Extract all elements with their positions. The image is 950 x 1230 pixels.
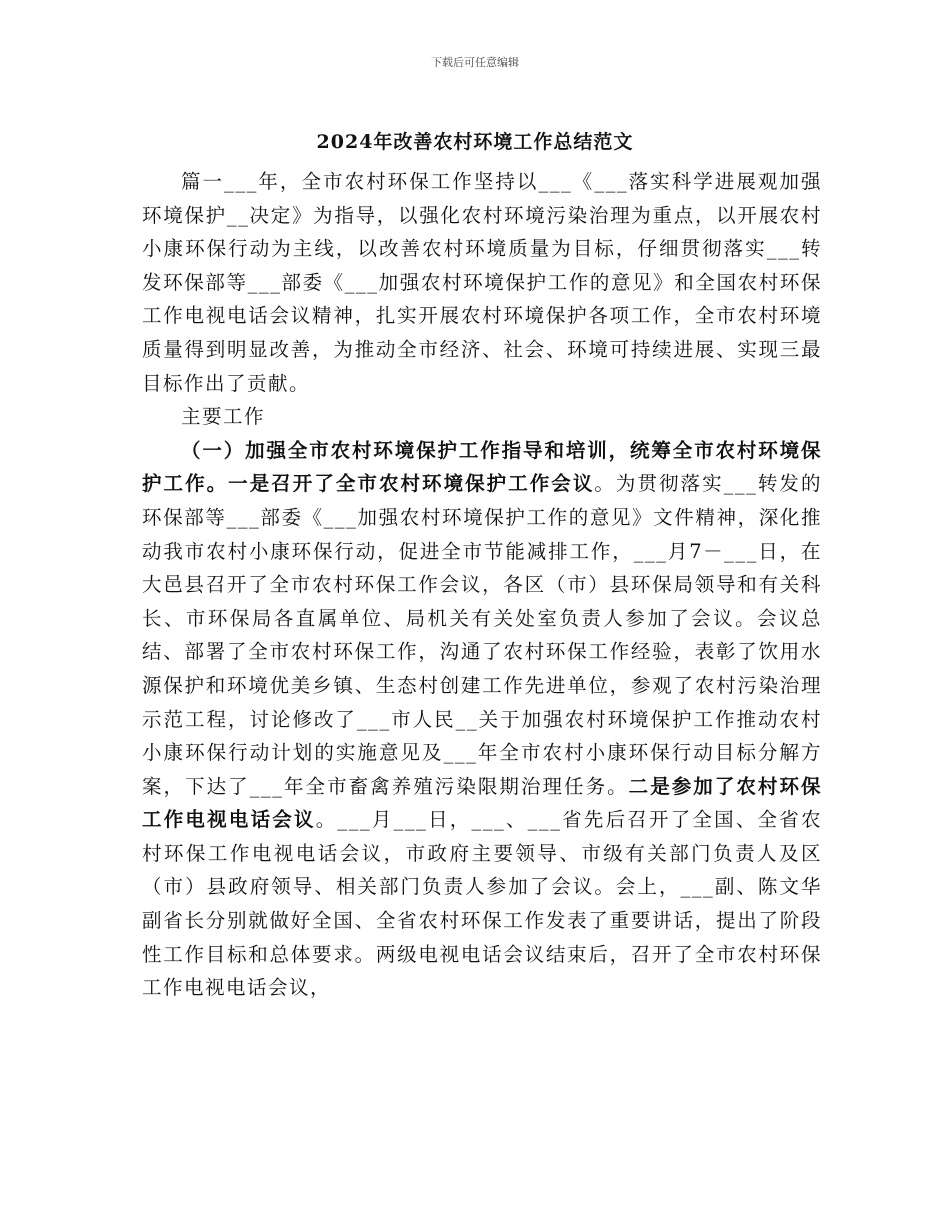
document-title: 2024年改善农村环境工作总结范文 [316,131,634,153]
bold-lead-a: （一）加强全市农村环境保护工作指导和培训，统筹全市农村环境保护工作。一是召开了全市农村环境保护工作会议 [142,438,822,496]
intro-paragraph: 篇一___年，全市农村环保工作坚持以___《___落实科学进展观加强环境保护__决定》为指导，以强化农村环境污染治理为重点，以开展农村小康环保行动为主线，以改善农村环境质量为目标，仔细贯彻落实___转发环保部等___部委《___加强农村环境保护工作的意见》和全国农村环保工作电视电话会议精神，扎实开展农村环境保护各项工作，全市农村环境质量得到明显改善，为推动全市经济、社会、环境可持续进展、实现三最目标作出了贡献。 [142,170,822,395]
section-heading: 主要工作 [181,405,266,429]
paragraph-text-a: 。为贯彻落实___转发的环保部等___部委《___加强农村环境保护工作的意见》文件精神，深化推动我市农村小康环保行动，促进全市节能减排工作，___月7－___日，在大邑县召开了全市农村环保工作会议，各区（市）县环保局领导和有关科长、市环保局各直属单位、局机关有关处室负责人参加了会议。会议总结、部署了全市农村环保工作，沟通了农村环保工作经验，表彰了饮用水源保护和环境优美乡镇、生态村创建工作先进单位，参观了农村污染治理示范工程，讨论修改了___市人民__关于加强农村环境保护工作推动农村小康环保行动计划的实施意见及___年全市农村小康环保行动目标分解方案，下达了___年全市畜禽养殖污染限期治理任务。 [142,472,822,798]
header-note: 下载后可任意编辑 [431,56,519,69]
bold-lead-b: 二是参加了农村环保工作电视电话会议 [142,774,822,832]
document-body [142,165,822,1005]
work-paragraph-1 [142,434,822,1005]
paragraph-text-b: 。___月___日，___、___省先后召开了全国、全省农村环保工作电视电话会议，市政府主要领导、市级有关部门负责人及区（市）县政府领导、相关部门负责人参加了会议。会上，___副、陈文华副省长分别就做好全国、全省农村环保工作发表了重要讲话，提出了阶段性工作目标和总体要求。两级电视电话会议结束后，召开了全市农村环保工作电视电话会议， [142,808,822,1000]
